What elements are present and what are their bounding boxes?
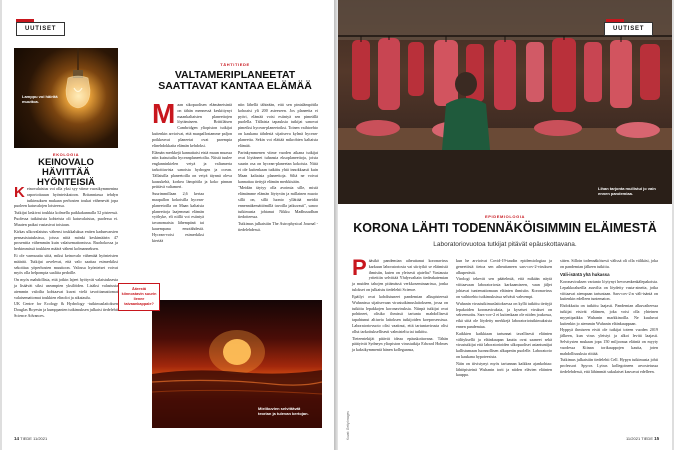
story2-paragraph: aan sikopuolisen elämänetsintä on tähän mennessä keskittynyt maankaltaisten planeettojen löytämiseen. Brittiläisen Cambridgen yliopiston tutkijat kuitenkin arvioivat, että maapallostamme paljon poikkeavat planeetat ovat parempia elinehdokkaita elämän kehdoksi. bbox=[152, 102, 232, 148]
story1-body bbox=[14, 186, 118, 320]
story1-paragraph: Ei ole varmuutta siitä, miksi keinovalo vähentää hyönteisten määrää. Tutkijat arvelevat, että valo saattaa esimerkiksi sekoittaa yöperhosten muuttoon. Valossa hyönteiset voivat myös olla helpompia saaliita pedoille. bbox=[14, 252, 118, 276]
planet-photo bbox=[152, 300, 322, 428]
corona-paragraph: Näin on tiivistynyt myös tartunnan kaikkea ajankohtaa: lähtöpisteinä Wuhanin torit ja niiden elävien eläinten kauppa. bbox=[456, 360, 552, 378]
corona-paragraph: Ehdokkaita on tutkittu laajasti. Pandemian alkuvaiheessa tutkijat etsivät eläimen, joka voisi olla yhteinen myyntipaikka Wuhanin markkinoilla. Ne kuuluvat kuitenkin jo aiemmin Wuhanin eläinkauppaan. bbox=[560, 303, 658, 326]
story2-headline: VALTAMERIPLANEETAT SAATTAVAT KANTAA ELÄMÄÄ bbox=[158, 69, 312, 93]
section-tab-right: UUTISET bbox=[604, 22, 653, 36]
folio-text-right: 11/2021 TIEDE bbox=[626, 436, 653, 441]
story2-dropcap: M bbox=[152, 98, 176, 129]
story2-column-2 bbox=[238, 102, 318, 234]
corona-deck: Laboratoriovuotoa tutkijat pitävät epäuskottavana. bbox=[433, 241, 577, 248]
story2-paragraph: "Meidän täytyy olla avoimia sille, mistä elämämme elämän löytyvän ja millainen muoto sillä on, sillä luonto yllättää meidät ennennäkemättömillä tavoilla jatkuvasti", sanoo tutkimusta johtanut Nikku Madhusudhan tiedotteessa. bbox=[238, 185, 318, 220]
pull-quote-box bbox=[118, 283, 160, 311]
story1-paragraph: On myös mahdollista, että jotkin lajeet hyötyvät valaistuksesta ja lisäävät siksi useampien yksilöiden. Lisäksi valastusta aiemmin valoilta kohtaavat kuvat vielä tavoittamattomat valaisemattomat toukkien elinolot ja aikataulu. bbox=[14, 277, 118, 300]
left-page bbox=[2, 0, 334, 450]
right-folio bbox=[626, 436, 659, 441]
page-number-left: 14 bbox=[14, 436, 20, 441]
right-page bbox=[338, 0, 672, 450]
story2-column-1 bbox=[152, 98, 232, 245]
story1-headline: KEINOVALO HÄVITTÄÄ HYÖNTEISIÄ bbox=[36, 157, 96, 188]
story2-kicker: TÄHTITIEDE bbox=[220, 62, 250, 67]
corona-dropcap: P bbox=[352, 255, 367, 280]
page-number-right: 15 bbox=[654, 436, 660, 441]
section-tab-left: UUTISET bbox=[16, 22, 65, 36]
corona-column-3 bbox=[560, 258, 658, 376]
story2-paragraph: Elämän merkkejä kannattaisi etsiä muun muassa niin kutsutuilta hyceanplaneetoilta. Niistä tuulee englanninkielen vetyä ja valtamerta tarkoittavista sanoista hydrogen ja ocean. Tällaisilla planeetoilla on vetyä täynnä oleva kaasukehä, korkea lämpötila ja koko pinnan peittävä valtameri. bbox=[152, 149, 232, 190]
corona-paragraph: Hyppyä ihmiseen eivät ole tutkijat toteen vuoden 2019 jälkeen, kun virus yleistyi ja alkoi levitä laajasti. Selvitysten mukaan jopa 150 miljoonaa eläintä on myyty vuodessa Kiinan torikauppojen kautta, joten mahdollisuuksia riittää. bbox=[560, 327, 658, 356]
corona-paragraph: Kaikkien kaikkiaan tartunnat tavallisesti eläinten välityksellä ja eläinkaupan kautta ovat saaneet sekä virustutkijat että laboratorioiden ulkopuoliset asiantuntijat kallistumaan luonnollisen alkuperän puolelle. Laboratorio on kaukana hypoteesista. bbox=[456, 330, 552, 359]
folio-text-left: TIEDE 11/2021 bbox=[20, 436, 48, 441]
corona-paragraph: Tutkimus julkaistiin tiedelehti Cell. Hypyn tutkimusta johti professori Spyros Lytras kollegoineen arvostetussa tiedelehdessä, että lähimmät sukulaiset kasvavat edelleen. bbox=[560, 357, 658, 375]
planet-caption: Mielikuvien selvittävät teorian ja tulevan kertojan. bbox=[258, 406, 309, 417]
left-folio bbox=[14, 436, 47, 441]
story1-dropcap: K bbox=[14, 184, 25, 201]
story1-paragraph: Kirkas ulkovalaistus vähensi toukkalukua eniten kadunvarsien pensasistutuksissa, joissa niitä mönki keskimäärin 47 prosenttia vähemmän kuin valaisemattomissa. Ruohokossa ja herkimmissä toukkien määrä väheni kolmanneksen. bbox=[14, 228, 118, 252]
corona-subhead: Väli-isäntä yhä hukassa bbox=[560, 271, 610, 277]
story2-paragraph: Tutkimus julkaistiin The Astrophysical Journal -tiedelehdessä. bbox=[238, 221, 318, 233]
story2-paragraph: Suurimmillaan 2,6 kertaa maapallon kokoisilla hycean-planeetoilla on Maan kaltaisia planeettoja laajemmat elämän vyöhyke, eli niillä voi esiintyä tavanomaista lähempänä tai kauempana emotähdestä. Hycean-voisi esimerkiksi kiertää bbox=[152, 191, 204, 243]
corona-paragraph: sitten. Silloin todennäköisesti välissä oli olla välikäsi, joka on pandemian jälkeen tutkittu. bbox=[560, 258, 658, 269]
pull-quote-text: Äärestä kiinnostavin suurin lienee taivaankappale? bbox=[121, 287, 157, 306]
story2-paragraph: niin lähellä tähteään, että sen pintalämpötila kohoaisi yli 200 asteeseen. Jos planeetta ei pyöri, elämää voisi esiintyä sen pimeällä puolella. Tällaista tapauksia tutkijat sanovat pimeiksi hycean-planeetoiksi. Toinen vaihtoehto on kaukana tähdestä sijaitseva kylmä hycean-planeetta. Sekin voi elättää mikrobien kaltaista elämää. bbox=[238, 102, 318, 148]
story2-paragraph: Parinkymmenen viime vuoden aikana tutkijat ovat löytäneet tuhansia eksoplaneettoja, joista suurin osa on hycean-planeetan kokoisia. Niitä ei ole kuitenkaan tutkittu yhtä innokkaasti kuin Maan kaltaisia planeettoja. Siltä ne voivat kannattaa tiettyjä elämän merkkisään. bbox=[238, 149, 318, 184]
corona-paragraph: Virologi tekevät sen päätelmiä, että mikään näytä viittaavaan laboratoriosta karkaamiseen, vaan jäljet johtavat tuntemattomaan eläinten ihmisiin. Koronavirus on vaihtoehto tutkimuksissa selvästi vahvempi. bbox=[456, 276, 552, 299]
corona-paragraph: Epäilyt ovat kohdistuneet pandemian alkupisteessä Wuhanissa sijaitsevaan virustutkimuslaitokseen, jossa on tutkittu lepakkojen koronaviruksia. Niinpä tutkijat ovat pohtineet, olisiko ihmissä tartunta mahdollisesti tapahtunut altiuvia laitoksen tutkijoiden koeprosessissa. Laboratoriovuoto olisi vaatinut, että tartuntavirusta olisi ollut tarkoituksellisesti valmisteltu tai tutkittu. bbox=[352, 293, 448, 334]
corona-kicker: EPIDEMIOLOGIA bbox=[484, 214, 526, 219]
corona-paragraph: kun he arvioivat Covid-19-taudin epidemiologiaa ja geneettistä tietoa sen aiheuttaneen sars-cov-2-viruksen alkuperästä. bbox=[456, 258, 552, 275]
market-caption: Lihan tarjonta mullistui jo vain ennen pandemiaa. bbox=[598, 186, 656, 197]
story1-paragraph: einovalaistus voi olla yksi syy viime vuosikymmenina raportoitauun hyönteiskatoon. Britanniassa tehdyn tutkimuksen mukaan perhosten toukat vähenevät jopa puoleen katuvalojen loisteessa. bbox=[14, 186, 118, 209]
story1-paragraph: UK Centre for Ecology & Hydrology -tutkimuslaitoksen Douglas Boyesin ja kumppanien tutkimuksen julkaisi tiedelehti Science Advances. bbox=[14, 301, 118, 319]
corona-paragraph: Tieteentekijät pitävät ideaa epäuskottavana. Tähän päätyivät Sydneyn yliopiston virustutkija Edward Holmes ja kaksikymmentä hänen kollegaansa, bbox=[352, 335, 448, 353]
corona-headline: KORONA LÄHTI TODENNÄKÖISIMMIN ELÄIMESTÄ bbox=[353, 221, 657, 235]
corona-paragraph: Wuhanin virustutkimuslaitoksessa on kyllä tutkittu tiettyjä lepakoiden koronaviruksia, ja kyseiset virukset on sekvensoitu. Sars-cov-2 ei kuitenkaan ole niiden joukossa, eikä siitä ole löydetty merkkejä laboratoriotutkimuksista ennen pandemiaa. bbox=[456, 300, 552, 329]
corona-paragraph: ääsikö pandemian aiheuttanut koronavirus karkuun laboratoriosta vai siirtyikö se eläimistä ihmisiin, kuten on yleisesti ajateltu? Vastausta yritettiin selvittää Yhdysvaltain tiedeakatemian ja muiden tahojen pitämässä verkkoseminaarissa, jonka tulokset on julkaistu tiedelehti Science. bbox=[352, 258, 448, 293]
corona-column-1 bbox=[352, 255, 448, 354]
story1-paragraph: Tutkijat laskivat toukkia kolmella paikkakunnalla 52 pisteessä. Puolessa tutkituista kohteista oli katuvalaistus, puolessa ei. Muuten paikat vastasivat toisiaan. bbox=[14, 210, 118, 227]
lightbulb-photo bbox=[14, 48, 118, 148]
corona-column-2 bbox=[456, 258, 552, 379]
corona-paragraph: Koronaviruksen varianto löytynyt hevosenkenkälepakoista. Lepakkoalueilla asuvilta on löydetty vasta-aineita, jotka viittaavat aiempaan tartuntaan. Sars-cov-2:n väli-isäntä on kuitenkin edelleen tuntematon. bbox=[560, 278, 658, 302]
lightbulb-caption: Lamppu voi häiritä muuttoa. bbox=[22, 94, 58, 105]
story1-kicker: EKOLOGIA bbox=[52, 152, 80, 157]
photo-credit: Kuvat: Getty Images bbox=[346, 411, 350, 440]
